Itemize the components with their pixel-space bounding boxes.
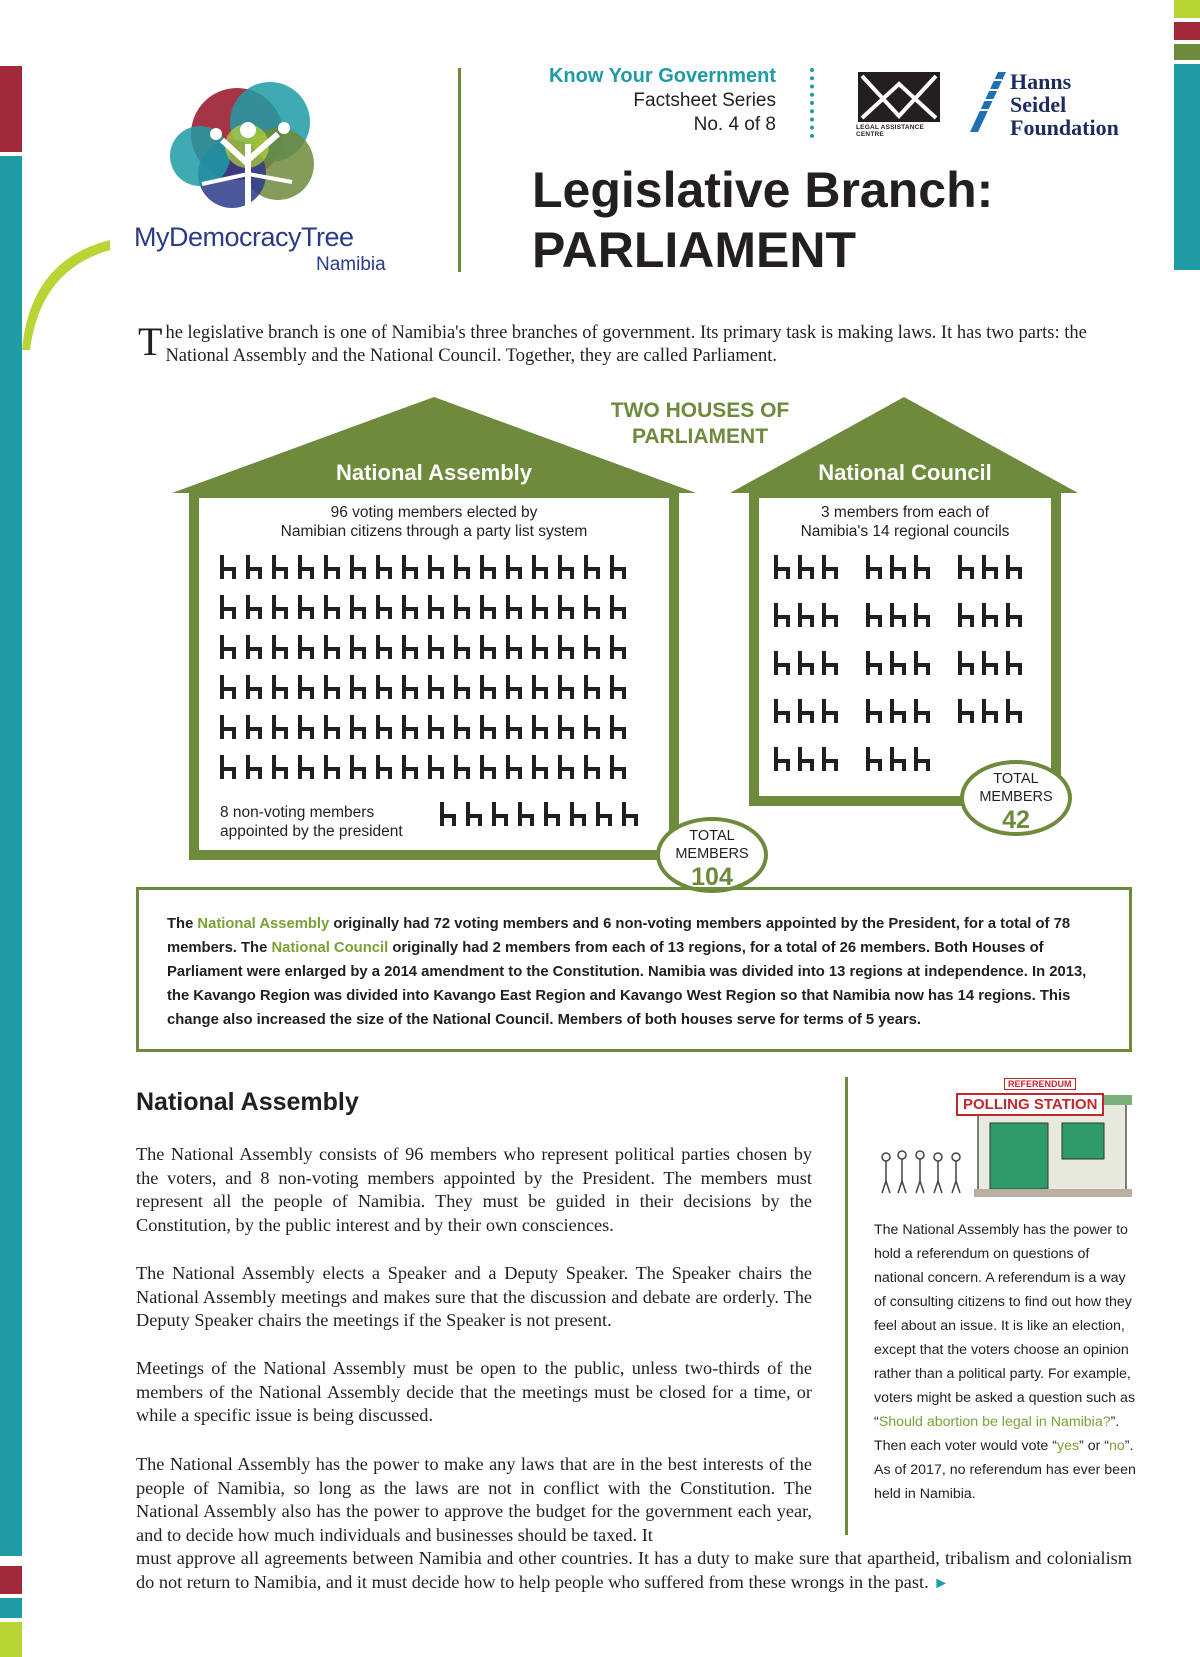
assembly-voting-seat xyxy=(428,635,444,659)
houses-title-line1: TWO HOUSES OF xyxy=(610,399,790,422)
assembly-voting-seat xyxy=(298,635,314,659)
assembly-voting-seat xyxy=(610,755,626,779)
assembly-voting-seat xyxy=(584,635,600,659)
assembly-voting-seat xyxy=(376,715,392,739)
assembly-voting-seat xyxy=(350,755,366,779)
council-seat xyxy=(866,603,882,627)
council-desc-line1: 3 members from each of xyxy=(821,504,989,521)
assembly-voting-seat xyxy=(584,755,600,779)
assembly-total-label1: TOTAL xyxy=(689,828,735,844)
assembly-voting-seat xyxy=(454,555,470,579)
assembly-voting-seat xyxy=(220,715,236,739)
infobox-text-2: originally had 72 voting members and 6 non-voting members appointed by the President, for a total of 78 members. The xyxy=(167,916,1071,956)
assembly-voting-seat xyxy=(272,715,288,739)
council-seat xyxy=(822,555,838,579)
council-seat xyxy=(958,699,974,723)
assembly-voting-seat xyxy=(610,595,626,619)
assembly-voting-seat xyxy=(506,595,522,619)
assembly-voting-seat xyxy=(272,675,288,699)
council-seat xyxy=(982,699,998,723)
referendum-yes: yes xyxy=(1056,1438,1080,1454)
referendum-text-2: ”. Then each voter would vote “ xyxy=(874,1414,1120,1454)
council-seat xyxy=(822,747,838,771)
assembly-desc-line1: 96 voting members elected by xyxy=(330,504,538,521)
assembly-voting-seat xyxy=(246,555,262,579)
council-seat xyxy=(982,603,998,627)
assembly-nonvoting-seat xyxy=(492,802,508,826)
houses-title-line2: PARLIAMENT xyxy=(631,425,769,448)
assembly-voting-seat xyxy=(454,675,470,699)
section-para-4b-text: must approve all agreements between Namibia and other countries. It has a duty to make sure that apartheid, tribalism and colonialism do not return to Namibia, and it must decide how to help people who suffered from these wrongs in the past. xyxy=(136,1548,1132,1592)
assembly-voting-seat xyxy=(350,675,366,699)
assembly-nonvoting-seat xyxy=(596,802,612,826)
assembly-voting-seat xyxy=(272,755,288,779)
assembly-voting-seat xyxy=(506,755,522,779)
infobox-text-1: The xyxy=(167,916,198,932)
assembly-nonvoting-seat xyxy=(518,802,534,826)
edge-bar-lime-bottom xyxy=(0,1622,22,1657)
council-seat xyxy=(798,747,814,771)
council-seat xyxy=(774,555,790,579)
assembly-voting-seat xyxy=(558,555,574,579)
assembly-voting-seat xyxy=(454,755,470,779)
council-seat xyxy=(774,603,790,627)
assembly-voting-seat xyxy=(272,595,288,619)
assembly-voting-seat xyxy=(532,555,548,579)
assembly-voting-seat xyxy=(350,555,366,579)
assembly-nonvoting-seat xyxy=(466,802,482,826)
assembly-voting-seat xyxy=(558,755,574,779)
council-seat xyxy=(866,747,882,771)
section-para-2: The National Assembly elects a Speaker and a Deputy Speaker. The Speaker chairs the National Assembly meetings and makes sure that the discussion and debate are orderly. The Deputy Speaker chairs the meetings if the Speaker is not present. xyxy=(136,1263,812,1330)
assembly-voting-seat xyxy=(402,755,418,779)
assembly-voting-seat xyxy=(402,715,418,739)
assembly-voting-seat xyxy=(220,635,236,659)
assembly-voting-seat xyxy=(298,715,314,739)
assembly-voting-seat xyxy=(480,595,496,619)
hsf-line3: Foundation xyxy=(1010,115,1119,140)
assembly-voting-seat xyxy=(584,715,600,739)
edge-bar-maroon-bottom xyxy=(0,1566,22,1594)
series-title: Know Your Government xyxy=(548,65,776,87)
lac-caption: LEGAL ASSISTANCE CENTRE xyxy=(856,124,925,138)
assembly-voting-seat xyxy=(532,755,548,779)
hsf-line2: Seidel xyxy=(1010,92,1067,117)
intro-text: he legislative branch is one of Namibia's three branches of government. Its primary task is making laws. It has two parts: the National Assembly and the National Council. Together, they are called Parliament. xyxy=(165,323,1087,366)
council-seat xyxy=(914,699,930,723)
council-total-label1: TOTAL xyxy=(993,771,1039,787)
assembly-voting-seat xyxy=(402,555,418,579)
assembly-voting-seat xyxy=(480,555,496,579)
assembly-voting-seat xyxy=(324,595,340,619)
nonvoting-line1: 8 non-voting members xyxy=(220,804,375,821)
infobox-text-3: originally had 2 members from each of 13 regions, for a total of 26 members. Both Houses of Parliament were enlarged by a 2014 amendment to the Constitution. Namibia was divided into 13 regions at independence. In 2013, the Kavango Region was divided into Kavango East Region and Kavango West Region so that Namibia now has 14 regions. This change also increased the size of the National Council. Members of both houses serve for terms of 5 years. xyxy=(167,940,1087,1028)
council-seat xyxy=(1006,555,1022,579)
assembly-voting-seat xyxy=(324,635,340,659)
assembly-voting-seat xyxy=(506,675,522,699)
council-desc-line2: Namibia's 14 regional councils xyxy=(800,523,1010,540)
assembly-voting-seat xyxy=(428,715,444,739)
dropcap: T xyxy=(138,319,163,364)
assembly-voting-seat xyxy=(220,555,236,579)
assembly-total-badge xyxy=(656,817,768,893)
council-seat xyxy=(890,699,906,723)
continue-arrow-icon: ► xyxy=(933,1574,950,1592)
assembly-total-value: 104 xyxy=(691,863,733,891)
assembly-voting-seat xyxy=(558,675,574,699)
logo-sub: Namibia xyxy=(316,254,386,275)
nonvoting-label xyxy=(220,803,403,841)
council-seat xyxy=(822,699,838,723)
assembly-voting-seat xyxy=(324,555,340,579)
hsf-line1: Hanns xyxy=(1010,69,1072,94)
council-name: National Council xyxy=(818,460,992,485)
assembly-voting-seat xyxy=(454,635,470,659)
assembly-voting-seat xyxy=(480,715,496,739)
referendum-text-3: ” or “ xyxy=(1079,1438,1109,1454)
assembly-voting-seat xyxy=(532,635,548,659)
council-seat xyxy=(774,651,790,675)
council-seat xyxy=(798,651,814,675)
referendum-no: no xyxy=(1109,1438,1125,1454)
history-infobox xyxy=(136,887,1132,1052)
assembly-voting-seat xyxy=(298,755,314,779)
assembly-voting-seat xyxy=(610,675,626,699)
section-para-4a: The National Assembly has the power to make any laws that are in the best interests of the people of Namibia, so long as the laws are not in conflict with the Constitution. The National Assembly also has the power to approve the budget for the government each year, and to decide how much individuals and businesses should be taxed. It xyxy=(136,1454,812,1545)
assembly-desc-line2: Namibian citizens through a party list system xyxy=(280,523,588,540)
assembly-voting-seat xyxy=(532,595,548,619)
council-seat xyxy=(914,555,930,579)
assembly-voting-seat xyxy=(532,675,548,699)
assembly-voting-seat xyxy=(480,755,496,779)
council-seat xyxy=(890,603,906,627)
assembly-voting-seat xyxy=(584,675,600,699)
council-seat xyxy=(822,603,838,627)
referendum-text-4: ”. As of 2017, no referendum has ever been held in Namibia. xyxy=(874,1438,1136,1502)
assembly-voting-seat xyxy=(324,675,340,699)
assembly-nonvoting-seat xyxy=(440,802,456,826)
council-seat xyxy=(1006,699,1022,723)
council-seat xyxy=(958,651,974,675)
assembly-voting-seat xyxy=(324,755,340,779)
assembly-voting-seat xyxy=(558,715,574,739)
assembly-voting-seat xyxy=(324,715,340,739)
edge-bar-teal-bottom xyxy=(0,1598,22,1618)
infobox-highlight-council: National Council xyxy=(271,940,389,956)
title-line2: PARLIAMENT xyxy=(532,222,857,278)
assembly-voting-seat xyxy=(558,635,574,659)
sign-referendum: REFERENDUM xyxy=(1004,1078,1076,1090)
assembly-voting-seat xyxy=(428,755,444,779)
council-total-badge xyxy=(960,760,1072,836)
council-seat xyxy=(914,603,930,627)
assembly-voting-seat xyxy=(220,595,236,619)
assembly-voting-seat xyxy=(480,635,496,659)
assembly-voting-seat xyxy=(506,635,522,659)
assembly-voting-seat xyxy=(376,635,392,659)
council-seat xyxy=(958,555,974,579)
assembly-voting-seat xyxy=(428,595,444,619)
assembly-desc xyxy=(220,503,648,541)
council-seat xyxy=(914,651,930,675)
nonvoting-line2: appointed by the president xyxy=(220,823,403,840)
assembly-voting-seat xyxy=(610,715,626,739)
council-seat xyxy=(890,651,906,675)
referendum-question: Should abortion be legal in Namibia? xyxy=(878,1414,1111,1430)
assembly-voting-seat xyxy=(454,595,470,619)
assembly-nonvoting-seat xyxy=(570,802,586,826)
section-para-4b xyxy=(136,1547,1132,1595)
assembly-voting-seat xyxy=(298,555,314,579)
assembly-voting-seat xyxy=(350,635,366,659)
council-total-label2: MEMBERS xyxy=(979,789,1053,805)
council-seat xyxy=(866,651,882,675)
assembly-voting-seat xyxy=(610,555,626,579)
assembly-voting-seat xyxy=(350,595,366,619)
sign-polling-station: POLLING STATION xyxy=(956,1093,1104,1116)
section-title: National Assembly xyxy=(136,1088,359,1116)
assembly-total-label2: MEMBERS xyxy=(675,846,749,862)
council-seat xyxy=(774,747,790,771)
assembly-voting-seat xyxy=(402,635,418,659)
council-seat xyxy=(1006,603,1022,627)
series-name: Factsheet Series xyxy=(633,90,776,111)
assembly-voting-seat xyxy=(246,635,262,659)
assembly-voting-seat xyxy=(558,595,574,619)
logo-name: MyDemocracyTree xyxy=(134,222,354,252)
council-total-value: 42 xyxy=(1002,806,1030,834)
assembly-voting-seat xyxy=(246,715,262,739)
infobox-highlight-assembly: National Assembly xyxy=(197,916,330,932)
assembly-walls xyxy=(194,493,674,855)
council-seat xyxy=(982,555,998,579)
council-seat xyxy=(822,651,838,675)
assembly-voting-seat xyxy=(298,675,314,699)
assembly-voting-seat xyxy=(402,675,418,699)
assembly-voting-seat xyxy=(584,555,600,579)
assembly-voting-seat xyxy=(350,715,366,739)
section-para-3: Meetings of the National Assembly must be open to the public, unless two-thirds of the members of the National Assembly decide that the meetings must be closed for a time, or while a specific issue is being discussed. xyxy=(136,1358,812,1425)
assembly-voting-seat xyxy=(272,555,288,579)
assembly-voting-seat xyxy=(376,675,392,699)
assembly-nonvoting-seat xyxy=(544,802,560,826)
assembly-voting-seat xyxy=(376,555,392,579)
assembly-voting-seat xyxy=(506,555,522,579)
council-seat xyxy=(890,555,906,579)
council-seat xyxy=(958,603,974,627)
assembly-voting-seat xyxy=(246,675,262,699)
referendum-note xyxy=(874,1218,1136,1506)
assembly-voting-seat xyxy=(506,715,522,739)
assembly-voting-seat xyxy=(428,555,444,579)
assembly-voting-seat xyxy=(272,635,288,659)
referendum-text-1: The National Assembly has the power to hold a referendum on questions of national concern. A referendum is a way of consulting citizens to find out how they feel about an issue. It is like an election, except that the voters choose an opinion rather than a political party. For example, voters might be asked a question such as “ xyxy=(874,1222,1136,1430)
assembly-voting-seat xyxy=(402,595,418,619)
assembly-voting-seat xyxy=(298,595,314,619)
council-seat xyxy=(798,603,814,627)
council-desc xyxy=(770,503,1040,541)
assembly-name: National Assembly xyxy=(335,460,533,485)
council-seat xyxy=(798,699,814,723)
council-seat xyxy=(866,699,882,723)
assembly-voting-seat xyxy=(220,755,236,779)
assembly-voting-seat xyxy=(584,595,600,619)
sidebar-rule xyxy=(845,1077,848,1535)
assembly-voting-seat xyxy=(376,755,392,779)
assembly-voting-seat xyxy=(246,595,262,619)
assembly-voting-seat xyxy=(246,755,262,779)
council-seat xyxy=(798,555,814,579)
assembly-voting-seat xyxy=(220,675,236,699)
council-seat xyxy=(982,651,998,675)
council-seat xyxy=(890,747,906,771)
council-seat xyxy=(1006,651,1022,675)
council-seat xyxy=(866,555,882,579)
section-para-1: The National Assembly consists of 96 members who represent political parties chosen by the voters, and 8 non-voting members appointed by the President. The members must represent all the people of Namibia. They must be guided in their decisions by the Constitution, by the public interest and by their own consciences. xyxy=(136,1144,812,1235)
council-seat xyxy=(914,747,930,771)
assembly-voting-seat xyxy=(428,675,444,699)
assembly-voting-seat xyxy=(532,715,548,739)
title-line1: Legislative Branch: xyxy=(532,162,994,218)
council-seat xyxy=(774,699,790,723)
assembly-nonvoting-seat xyxy=(622,802,638,826)
assembly-voting-seat xyxy=(610,635,626,659)
assembly-voting-seat xyxy=(376,595,392,619)
assembly-voting-seat xyxy=(480,675,496,699)
series-number: No. 4 of 8 xyxy=(693,114,776,135)
assembly-voting-seat xyxy=(454,715,470,739)
